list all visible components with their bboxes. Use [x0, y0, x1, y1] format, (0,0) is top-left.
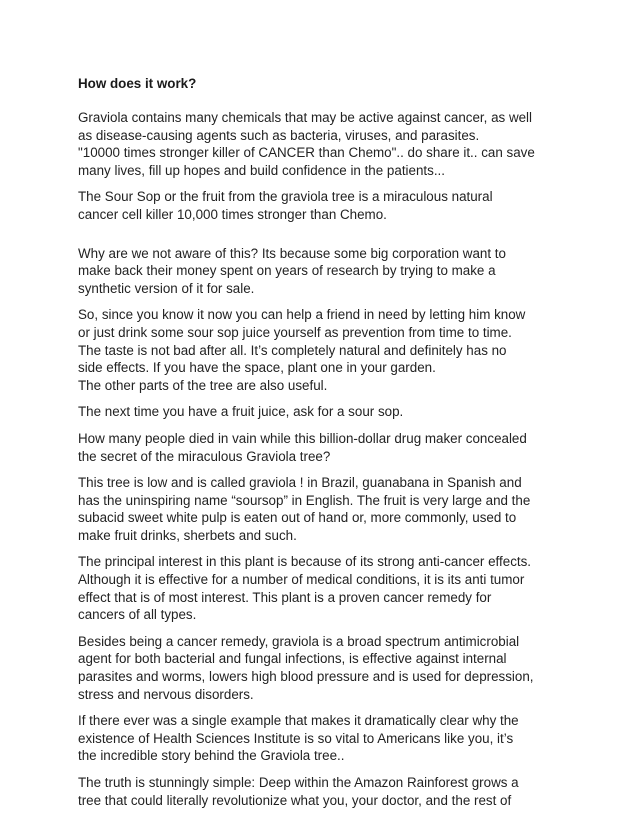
text-line: The principal interest in this plant is because of its strong anti-cancer effects.: [78, 554, 532, 570]
text-line: effect that is of most interest. This plant is a proven cancer remedy for: [78, 589, 492, 605]
text-line: stress and nervous disorders.: [78, 686, 254, 702]
paragraph-truth-simple: [78, 774, 574, 809]
text-line: Why are we not aware of this? Its because some big corporation want to: [78, 245, 506, 261]
text-line: cancer cell killer 10,000 times stronger than Chemo.: [78, 206, 387, 222]
paragraph-health-sciences: [78, 712, 574, 765]
paragraph-sour-sop: [78, 188, 574, 223]
text-line: as disease-causing agents such as bacteria, viruses, and parasites.: [78, 127, 480, 143]
text-line: How many people died in vain while this billion-dollar drug maker concealed: [78, 430, 527, 446]
paragraph-graviola-chemicals: [78, 109, 574, 179]
text-line: or just drink some sour sop juice yourself as prevention from time to time.: [78, 324, 512, 340]
text-line: "10000 times stronger killer of CANCER than Chemo".. do share it.. can save: [78, 145, 535, 161]
text-line: parasites and worms, lowers high blood pressure and is used for depression,: [78, 669, 534, 685]
text-line: The next time you have a fruit juice, ask for a sour sop.: [78, 404, 404, 420]
text-line: subacid sweet white pulp is eaten out of hand or, more commonly, used to: [78, 510, 517, 526]
paragraph-tree-description: [78, 474, 574, 544]
text-line: Graviola contains many chemicals that may be active against cancer, as well: [78, 110, 533, 125]
text-line: cancers of all types.: [78, 607, 197, 623]
text-line: the incredible story behind the Graviola tree..: [78, 748, 345, 764]
text-line: The truth is stunningly simple: Deep within the Amazon Rainforest grows a: [78, 775, 519, 790]
section-heading: How does it work?: [78, 76, 197, 91]
paragraph-why-not-aware: [78, 245, 574, 298]
text-line: synthetic version of it for sale.: [78, 280, 255, 296]
paragraph-how-many-died: [78, 430, 574, 465]
text-line: The other parts of the tree are also useful.: [78, 377, 328, 393]
text-line: So, since you know it now you can help a friend in need by letting him know: [78, 307, 526, 323]
text-line: The Sour Sop or the fruit from the graviola tree is a miraculous natural: [78, 189, 493, 205]
text-line: many lives, fill up hopes and build confidence in the patients...: [78, 162, 445, 178]
text-line: has the uninspiring name “soursop” in English. The fruit is very large and the: [78, 492, 531, 508]
paragraph-help-a-friend: [78, 306, 574, 394]
text-line: tree that could literally revolutionize what you, your doctor, and the rest of: [78, 792, 512, 808]
paragraph-antimicrobial: [78, 633, 574, 703]
text-line: make back their money spent on years of research by trying to make a: [78, 263, 496, 279]
text-line: Besides being a cancer remedy, graviola is a broad spectrum antimicrobial: [78, 633, 520, 649]
text-line: the secret of the miraculous Graviola tree?: [78, 448, 331, 464]
text-line: Although it is effective for a number of medical conditions, it is its anti tumor: [78, 572, 525, 588]
paragraph-next-time: [78, 403, 574, 421]
text-line: side effects. If you have the space, plant one in your garden.: [78, 360, 436, 376]
paragraph-principal-interest: [78, 553, 574, 623]
text-line: If there ever was a single example that makes it dramatically clear why the: [78, 713, 519, 729]
text-line: agent for both bacterial and fungal infections, is effective against internal: [78, 651, 507, 667]
text-line: This tree is low and is called graviola ! in Brazil, guanabana in Spanish and: [78, 475, 522, 491]
text-line: make fruit drinks, sherbets and such.: [78, 527, 297, 543]
text-line: The taste is not bad after all. It’s completely natural and definitely has no: [78, 342, 507, 358]
text-line: existence of Health Sciences Institute is so vital to Americans like you, it’s: [78, 730, 514, 746]
